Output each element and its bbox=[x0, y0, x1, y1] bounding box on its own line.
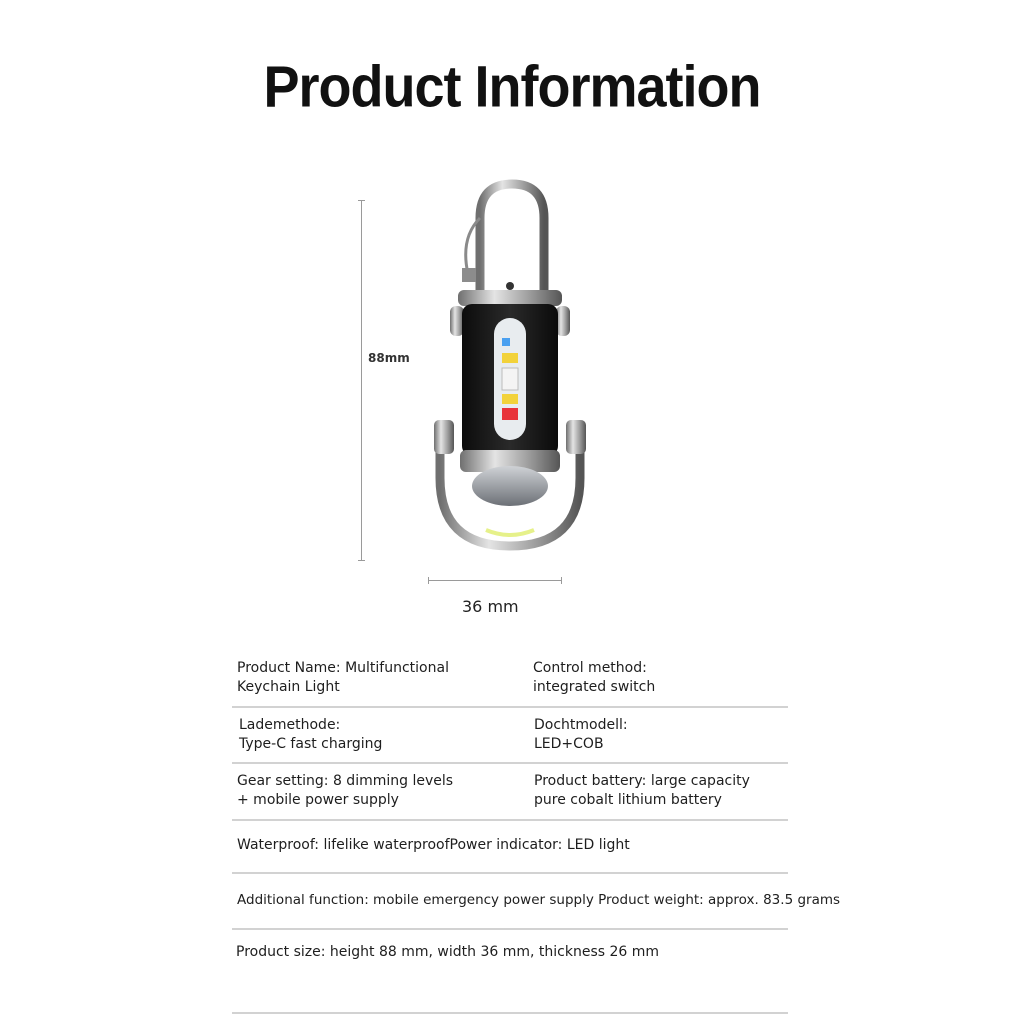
divider bbox=[232, 762, 788, 764]
width-dimension-line bbox=[428, 580, 562, 581]
spec-line: integrated switch bbox=[533, 679, 656, 695]
spec-line: Product Name: Multifunctional bbox=[237, 660, 449, 676]
spec-line: LED+COB bbox=[534, 736, 604, 752]
spec-line: Gear setting: 8 dimming levels bbox=[237, 773, 454, 789]
spec-product-name bbox=[237, 659, 449, 697]
spec-line: Product battery: large capacity bbox=[534, 773, 750, 789]
spec-line: pure cobalt lithium battery bbox=[534, 792, 722, 808]
spec-line: Type-C fast charging bbox=[239, 736, 383, 752]
spec-gear-setting bbox=[237, 772, 453, 810]
height-dimension-tick-top bbox=[358, 200, 365, 201]
spec-line: Lademethode: bbox=[239, 717, 341, 733]
page-title: Product Information bbox=[263, 54, 761, 120]
spec-line: Dochtmodell: bbox=[534, 717, 628, 733]
height-dimension-line bbox=[361, 200, 362, 560]
spec-waterproof: Waterproof: lifelike waterproofPower indicator: LED light bbox=[237, 837, 630, 853]
spec-line: Keychain Light bbox=[237, 679, 340, 695]
keychain-light-illustration bbox=[420, 178, 600, 558]
width-dimension-tick-right bbox=[561, 577, 562, 584]
spec-battery bbox=[534, 772, 750, 810]
width-dimension-tick-left bbox=[428, 577, 429, 584]
spec-charging bbox=[239, 716, 382, 754]
spec-line: + mobile power supply bbox=[237, 792, 399, 808]
spec-line: Control method: bbox=[533, 660, 647, 676]
divider bbox=[232, 872, 788, 874]
spec-additional-function: Additional function: mobile emergency power supply Product weight: approx. 83.5 grams bbox=[237, 892, 841, 908]
width-dimension-label: 36 mm bbox=[462, 597, 519, 616]
divider bbox=[232, 928, 788, 930]
height-dimension-tick-bottom bbox=[358, 560, 365, 561]
divider bbox=[232, 706, 788, 708]
spec-wick-model bbox=[534, 716, 628, 754]
divider bbox=[232, 819, 788, 821]
divider bbox=[232, 1012, 788, 1014]
spec-control-method bbox=[533, 659, 655, 697]
spec-product-size: Product size: height 88 mm, width 36 mm, thickness 26 mm bbox=[236, 944, 660, 960]
height-dimension-label: 88mm bbox=[368, 351, 410, 365]
